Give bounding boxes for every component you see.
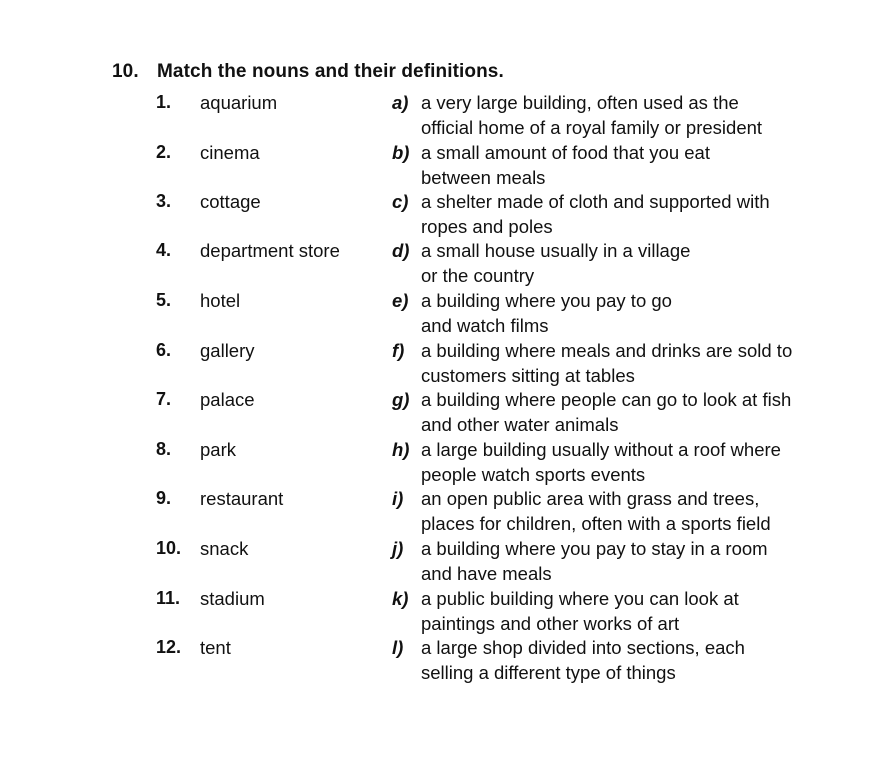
definition-line: a public building where you can look at <box>421 588 739 609</box>
item-number: 3. <box>156 191 172 211</box>
list-item <box>0 387 886 437</box>
item-number: 9. <box>156 488 172 508</box>
definition <box>421 90 876 140</box>
exercise-title <box>112 61 504 83</box>
definition-line: and other water animals <box>421 414 619 435</box>
definition <box>421 486 876 536</box>
definition-line: places for children, often with a sports field <box>421 513 771 534</box>
definition <box>421 635 876 685</box>
definition-letter: j) <box>392 538 404 559</box>
noun: cinema <box>200 142 260 163</box>
definition-letter: i) <box>392 488 404 509</box>
item-number: 6. <box>156 340 172 360</box>
exercise-number: 10. <box>112 61 139 82</box>
definition-line: paintings and other works of art <box>421 613 680 634</box>
list-item <box>0 338 886 388</box>
definition-line: a building where you pay to go <box>421 290 672 311</box>
list-item <box>0 536 886 586</box>
item-number: 2. <box>156 142 172 162</box>
definition <box>421 536 876 586</box>
definition-letter: f) <box>392 340 405 361</box>
list-item <box>0 635 886 685</box>
noun: palace <box>200 389 255 410</box>
definition-line: and have meals <box>421 563 552 584</box>
definition <box>421 387 876 437</box>
definition-line: official home of a royal family or president <box>421 117 763 138</box>
item-number: 7. <box>156 389 172 409</box>
definition-letter: h) <box>392 439 410 460</box>
definition-line: a building where you pay to stay in a room <box>421 538 768 559</box>
noun: stadium <box>200 588 265 609</box>
list-item <box>0 140 886 190</box>
item-number: 1. <box>156 92 172 112</box>
noun: tent <box>200 637 231 658</box>
definition <box>421 586 876 636</box>
noun: restaurant <box>200 488 284 509</box>
definition-letter: k) <box>392 588 409 609</box>
definition-line: a large building usually without a roof where <box>421 439 781 460</box>
definition-line: people watch sports events <box>421 464 646 485</box>
definition-line: or the country <box>421 265 535 286</box>
list-item <box>0 437 886 487</box>
noun: gallery <box>200 340 255 361</box>
definition-letter: a) <box>392 92 409 113</box>
definition-letter: g) <box>392 389 410 410</box>
definition-line: selling a different type of things <box>421 662 676 683</box>
definition <box>421 238 876 288</box>
definition <box>421 338 876 388</box>
list-item <box>0 586 886 636</box>
definition-line: customers sitting at tables <box>421 365 635 386</box>
item-number: 12. <box>156 637 182 657</box>
list-item <box>0 288 886 338</box>
definition-line: an open public area with grass and trees, <box>421 488 760 509</box>
item-number: 11. <box>156 588 181 608</box>
definition-line: a building where people can go to look at fish <box>421 389 792 410</box>
list-item <box>0 189 886 239</box>
definition <box>421 288 876 338</box>
item-number: 8. <box>156 439 172 459</box>
item-number: 4. <box>156 240 172 260</box>
definition-line: a large shop divided into sections, each <box>421 637 745 658</box>
definition-line: a shelter made of cloth and supported with <box>421 191 770 212</box>
item-number: 10. <box>156 538 182 558</box>
noun: hotel <box>200 290 241 311</box>
definition-letter: c) <box>392 191 409 212</box>
definition <box>421 437 876 487</box>
definition-line: ropes and poles <box>421 216 553 237</box>
list-item <box>0 486 886 536</box>
definition-line: between meals <box>421 167 546 188</box>
definition-line: a very large building, often used as the <box>421 92 739 113</box>
noun: cottage <box>200 191 261 212</box>
noun: department store <box>200 240 340 261</box>
definition-line: a building where meals and drinks are sold to <box>421 340 793 361</box>
definition-letter: d) <box>392 240 410 261</box>
definition-line: a small house usually in a village <box>421 240 691 261</box>
definition-line: and watch films <box>421 315 549 336</box>
exercise-instruction: Match the nouns and their definitions. <box>157 61 504 82</box>
item-number: 5. <box>156 290 172 310</box>
noun: aquarium <box>200 92 278 113</box>
noun: park <box>200 439 236 460</box>
noun: snack <box>200 538 249 559</box>
definition-letter: b) <box>392 142 410 163</box>
definition-line: a small amount of food that you eat <box>421 142 710 163</box>
definition <box>421 140 876 190</box>
definition-letter: l) <box>392 637 404 658</box>
list-item <box>0 238 886 288</box>
definition-letter: e) <box>392 290 409 311</box>
list-item <box>0 90 886 140</box>
definition <box>421 189 876 239</box>
